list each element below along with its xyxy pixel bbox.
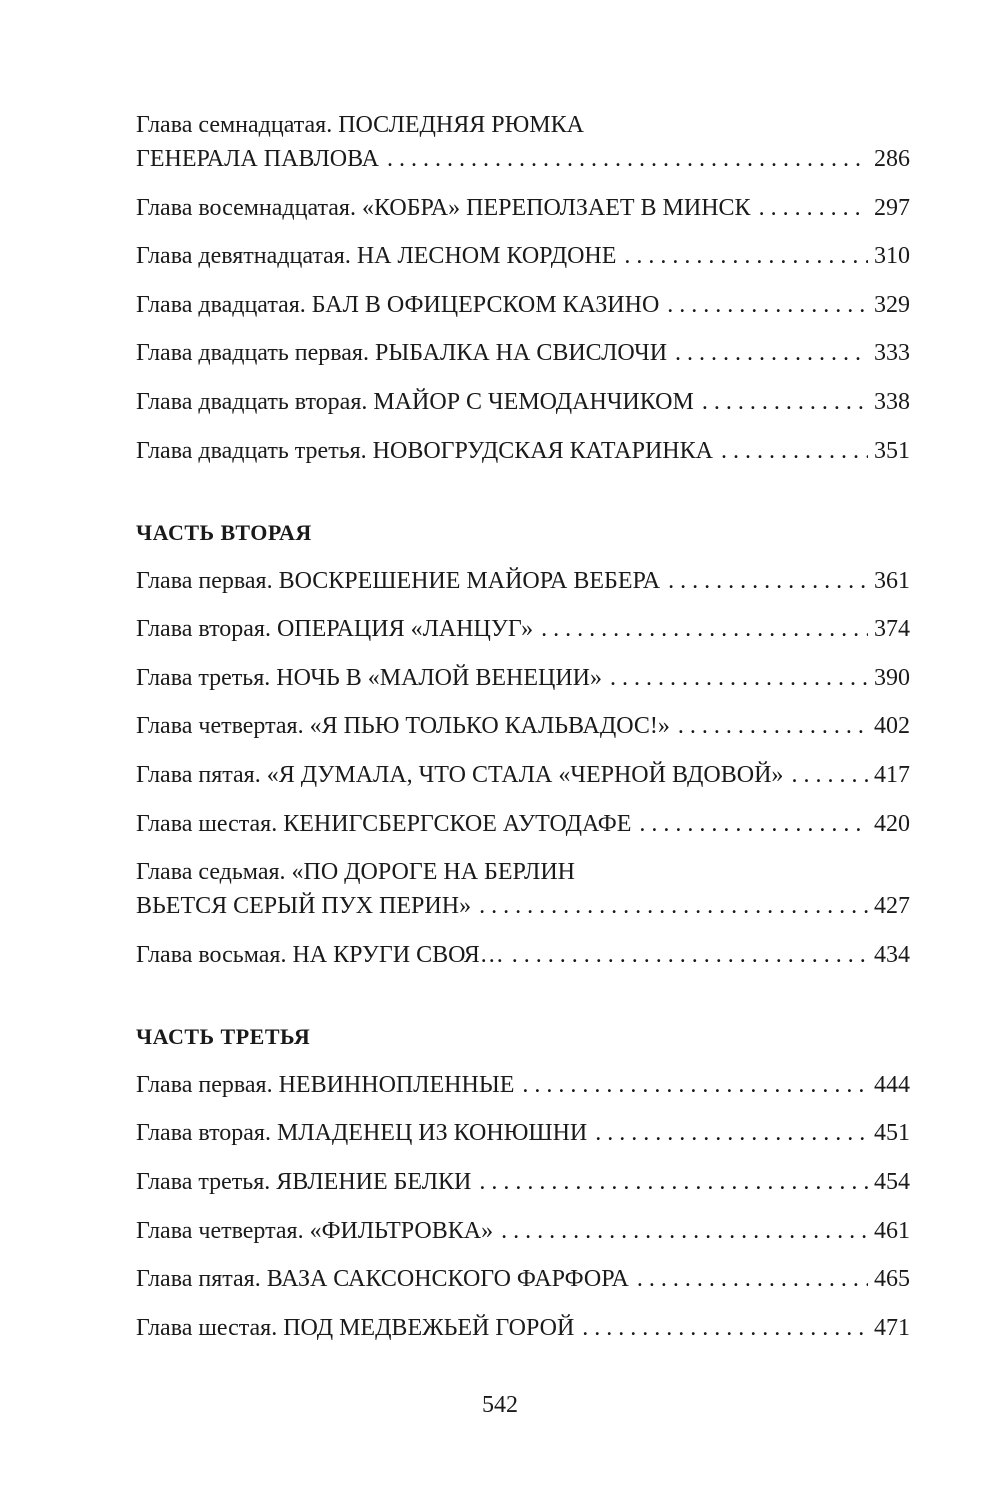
toc-page-number: 427 xyxy=(874,893,910,920)
dot-leader xyxy=(759,191,868,225)
table-of-contents xyxy=(136,108,910,1359)
toc-entry-part3-chapter-1 xyxy=(136,1068,910,1102)
toc-entry-part2-chapter-5 xyxy=(136,758,910,792)
toc-entry-chapter-20 xyxy=(136,288,910,322)
toc-entry-title-line-1: Глава седьмая. «ПО ДОРОГЕ НА БЕРЛИН xyxy=(136,859,575,886)
toc-page-number: 374 xyxy=(874,616,910,643)
toc-page-number: 454 xyxy=(874,1168,910,1195)
toc-page-number: 329 xyxy=(874,291,910,318)
dot-leader xyxy=(624,239,868,273)
toc-page-number: 338 xyxy=(874,388,910,415)
toc-entry-title: Глава первая. ВОСКРЕШЕНИЕ МАЙОРА ВЕБЕРА xyxy=(136,567,661,594)
dot-leader xyxy=(595,1116,868,1150)
toc-entry-part2-chapter-4 xyxy=(136,709,910,743)
toc-entry-chapter-18 xyxy=(136,191,910,225)
dot-leader xyxy=(479,1165,868,1199)
toc-page-number: 402 xyxy=(874,713,910,740)
toc-page-number: 465 xyxy=(874,1266,910,1293)
toc-page-number: 461 xyxy=(874,1217,910,1244)
toc-entry-chapter-21 xyxy=(136,336,910,370)
dot-leader xyxy=(387,142,868,176)
dot-leader xyxy=(610,661,868,695)
toc-entry-title: Глава пятая. «Я ДУМАЛА, ЧТО СТАЛА «ЧЕРНОЙ ВДОВОЙ» xyxy=(136,761,784,788)
toc-page-number: 471 xyxy=(874,1314,910,1341)
toc-entry-part3-chapter-3 xyxy=(136,1165,910,1199)
dot-leader xyxy=(512,938,868,972)
toc-page-number: 351 xyxy=(874,437,910,464)
dot-leader xyxy=(667,288,868,322)
toc-entry-title: Глава четвертая. «ФИЛЬТРОВКА» xyxy=(136,1217,494,1244)
toc-entry-chapter-17 xyxy=(136,108,910,176)
toc-page-number: 451 xyxy=(874,1120,910,1147)
toc-page-number: 310 xyxy=(874,243,910,270)
toc-entry-chapter-23 xyxy=(136,434,910,468)
toc-entry-part2-chapter-8 xyxy=(136,938,910,972)
dot-leader xyxy=(522,1068,868,1102)
toc-entry-title: Глава вторая. МЛАДЕНЕЦ ИЗ КОНЮШНИ xyxy=(136,1120,588,1147)
toc-entry-title: Глава пятая. ВАЗА САКСОНСКОГО ФАРФОРА xyxy=(136,1266,629,1293)
toc-page-number: 417 xyxy=(874,761,910,788)
toc-page-number: 420 xyxy=(874,810,910,837)
dot-leader xyxy=(479,889,868,923)
toc-page-number: 434 xyxy=(874,941,910,968)
toc-entry-title: Глава третья. НОЧЬ В «МАЛОЙ ВЕНЕЦИИ» xyxy=(136,664,602,691)
toc-entry-title: Глава двадцатая. БАЛ В ОФИЦЕРСКОМ КАЗИНО xyxy=(136,291,660,318)
toc-entry-part2-chapter-1 xyxy=(136,564,910,598)
toc-entry-chapter-19 xyxy=(136,239,910,273)
dot-leader xyxy=(702,385,868,419)
toc-entry-title: Глава вторая. ОПЕРАЦИЯ «ЛАНЦУГ» xyxy=(136,616,534,643)
dot-leader xyxy=(678,709,868,743)
toc-entry-part2-chapter-2 xyxy=(136,612,910,646)
part-heading-three: ЧАСТЬ ТРЕТЬЯ xyxy=(136,1023,311,1049)
toc-entry-title: Глава девятнадцатая. НА ЛЕСНОМ КОРДОНЕ xyxy=(136,243,617,270)
toc-entry-title: Глава двадцать первая. РЫБАЛКА НА СВИСЛОЧИ xyxy=(136,340,668,367)
toc-entry-part2-chapter-3 xyxy=(136,661,910,695)
toc-entry-part2-chapter-6 xyxy=(136,807,910,841)
dot-leader xyxy=(721,434,868,468)
toc-entry-title: Глава двадцать вторая. МАЙОР С ЧЕМОДАНЧИКОМ xyxy=(136,388,694,415)
dot-leader xyxy=(637,1262,868,1296)
page-number: 542 xyxy=(482,1392,518,1418)
toc-entry-part2-chapter-7 xyxy=(136,855,910,923)
toc-entry-part3-chapter-6 xyxy=(136,1311,910,1345)
toc-entry-part3-chapter-5 xyxy=(136,1262,910,1296)
toc-entry-title: Глава первая. НЕВИННОПЛЕННЫЕ xyxy=(136,1071,515,1098)
dot-leader xyxy=(639,807,868,841)
dot-leader xyxy=(582,1311,868,1345)
toc-page-number: 297 xyxy=(874,194,910,221)
toc-entry-title: Глава четвертая. «Я ПЬЮ ТОЛЬКО КАЛЬВАДОС!» xyxy=(136,713,670,740)
toc-entry-title-line-1: Глава семнадцатая. ПОСЛЕДНЯЯ РЮМКА xyxy=(136,112,584,138)
toc-entry-chapter-22 xyxy=(136,385,910,419)
dot-leader xyxy=(668,564,868,598)
dot-leader xyxy=(541,612,868,646)
toc-entry-part3-chapter-4 xyxy=(136,1214,910,1248)
toc-page-number: 333 xyxy=(874,340,910,367)
dot-leader xyxy=(675,336,868,370)
toc-entry-title-line-2: ВЬЕТСЯ СЕРЫЙ ПУХ ПЕРИН» xyxy=(136,893,472,920)
toc-entry-title: Глава двадцать третья. НОВОГРУДСКАЯ КАТАРИНКА xyxy=(136,437,713,464)
toc-entry-title: Глава третья. ЯВЛЕНИЕ БЕЛКИ xyxy=(136,1168,472,1195)
toc-entry-title-line-2: ГЕНЕРАЛА ПАВЛОВА xyxy=(136,146,379,172)
toc-page-number: 361 xyxy=(874,567,910,594)
dot-leader xyxy=(501,1214,868,1248)
toc-entry-title: Глава восьмая. НА КРУГИ СВОЯ… xyxy=(136,941,504,968)
toc-entry-title: Глава шестая. КЕНИГСБЕРГСКОЕ АУТОДАФЕ xyxy=(136,810,632,837)
toc-page-number: 286 xyxy=(874,146,910,172)
dot-leader xyxy=(791,758,868,792)
toc-entry-title: Глава шестая. ПОД МЕДВЕЖЬЕЙ ГОРОЙ xyxy=(136,1314,575,1341)
part-heading-two: ЧАСТЬ ВТОРАЯ xyxy=(136,519,312,545)
toc-page-number: 390 xyxy=(874,664,910,691)
toc-entry-part3-chapter-2 xyxy=(136,1116,910,1150)
toc-page-number: 444 xyxy=(874,1071,910,1098)
toc-entry-title: Глава восемнадцатая. «КОБРА» ПЕРЕПОЛЗАЕТ В МИНСК xyxy=(136,194,751,221)
